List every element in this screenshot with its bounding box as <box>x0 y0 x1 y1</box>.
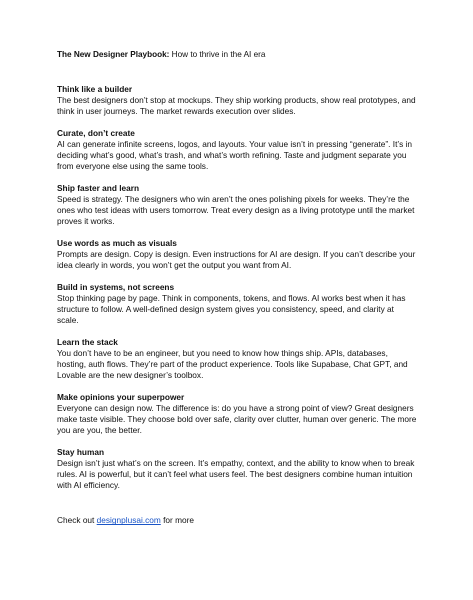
section-heading: Make opinions your superpower <box>57 391 185 402</box>
section-body: You don’t have to be an engineer, but you need to know how things ship. APIs, databases, hosting, auth flows. They’re part of the product experience. Tools like Supabase, Chat GPT, and Lovable are the new designer’s toolbox. <box>57 347 408 381</box>
section-body: Everyone can design now. The difference is: do you have a strong point of view? Great designers make taste visible. They choose bold over safe, clarity over clutter, human over generic. The more you are you, the better. <box>57 402 417 436</box>
document-page <box>57 49 417 527</box>
footer-suffix: for more <box>160 515 194 526</box>
section-ship-faster-and-learn <box>57 183 417 228</box>
document-title-rest: How to thrive in the AI era <box>169 50 266 59</box>
section-body: Prompts are design. Copy is design. Even instructions for AI are design. If you can’t describe your idea clearly in words, you won’t get the output you want from AI. <box>57 249 416 271</box>
section-use-words-as-much-as-visuals <box>57 238 417 272</box>
footer-line <box>57 515 417 526</box>
section-heading: Learn the stack <box>57 336 118 347</box>
section-heading: Think like a builder <box>57 84 133 94</box>
section-body: Speed is strategy. The designers who win aren’t the ones polishing pixels for weeks. They’re the ones who test ideas with users tomorrow. Treat every design as a living prototype until the market proves it works. <box>57 194 415 227</box>
document-title <box>57 49 417 60</box>
section-body: AI can generate infinite screens, logos, and layouts. Your value isn’t in pressing “generate”. It’s in deciding what’s good, what’s trash, and what’s worth refining. Taste and judgment separate you from everyone else using the same tools. <box>57 139 412 172</box>
section-body: The best designers don’t stop at mockups. They ship working products, show real prototypes, and think in user journeys. The market rewards execution over slides. <box>57 95 416 117</box>
section-heading: Use words as much as visuals <box>57 237 177 248</box>
section-stay-human <box>57 447 417 492</box>
designplusai-link[interactable]: designplusai.com <box>96 515 161 526</box>
section-build-in-systems <box>57 282 417 327</box>
section-think-like-a-builder <box>57 84 417 118</box>
section-heading: Ship faster and learn <box>57 182 140 193</box>
section-make-opinions-your-superpower <box>57 392 417 437</box>
section-curate-dont-create <box>57 128 417 173</box>
section-body: Stop thinking page by page. Think in components, tokens, and flows. AI works best when it has structure to follow. A well-defined design system gives you consistency, speed, and clarity at scale. <box>57 292 406 326</box>
section-heading: Curate, don’t create <box>57 127 135 138</box>
footer-prefix: Check out <box>57 515 97 526</box>
section-learn-the-stack <box>57 337 417 382</box>
section-heading: Stay human <box>57 446 105 457</box>
document-title-bold: The New Designer Playbook: <box>57 50 170 59</box>
section-body: Design isn’t just what’s on the screen. It’s empathy, context, and the ability to know when to break rules. AI is powerful, but it can’t feel what users feel. The best designers combine human intuition with AI efficiency. <box>57 457 415 491</box>
section-heading: Build in systems, not screens <box>57 281 175 292</box>
